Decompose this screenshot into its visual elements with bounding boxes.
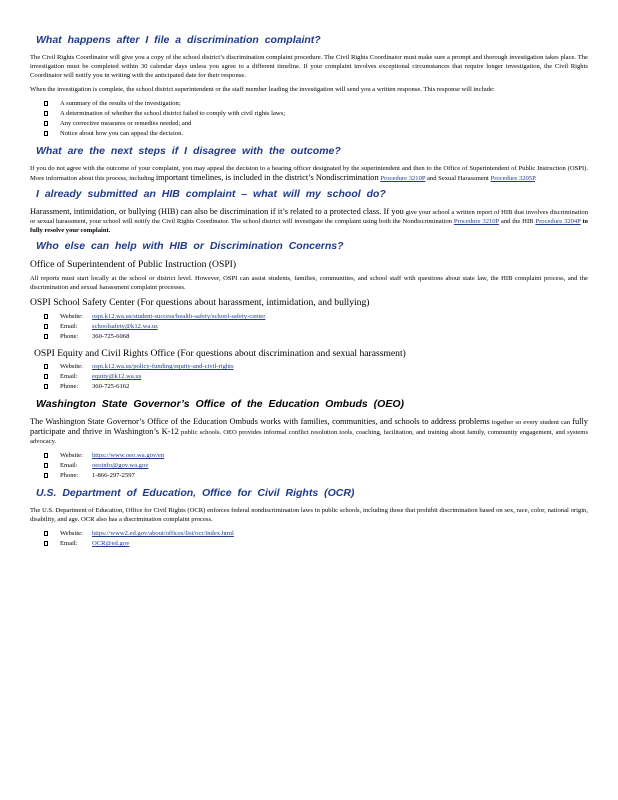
- ocr-contacts: [30, 529, 588, 549]
- school-safety-contacts: [30, 312, 588, 342]
- ospi-title: Office of Superintendent of Public Instruction (OSPI): [30, 259, 237, 270]
- checkbox-bullet-icon: [44, 473, 48, 478]
- safety-email-link[interactable]: schoolsafety@k12.wa.us: [92, 323, 158, 330]
- equity-email-link[interactable]: equity@k12.wa.us: [92, 373, 142, 380]
- heading-after-filing: What happens after I file a discrimination complaint?: [36, 34, 321, 46]
- equity-website-link[interactable]: ospi.k12.wa.us/policy-funding/equity-and-civil-rights: [92, 363, 234, 370]
- heading-hib-complaint: I already submitted an HIB complaint – what will my school do?: [36, 188, 386, 200]
- list-item: Website: ospi.k12.wa.us/policy-funding/equity-and-civil-rights: [30, 362, 588, 372]
- list-item: Website: https://www.oeo.wa.gov/en: [30, 451, 588, 461]
- checkbox-bullet-icon: [44, 531, 48, 536]
- school-safety-title: OSPI School Safety Center (For questions about harassment, intimidation, and bullying): [30, 297, 370, 308]
- checkbox-bullet-icon: [44, 541, 48, 546]
- oeo-website-link[interactable]: https://www.oeo.wa.gov/en: [92, 452, 165, 459]
- paragraph-coordinator: The Civil Rights Coordinator will give you a copy of the school district’s discrimination complaint procedure. The Civil Rights Coordinator must make sure a prompt and thorough investigation takes place. The investigation must be completed within 30 calendar days unless you agree to a different timeline. If your complaint involves exceptional circumstances that require longer investigation, the Civil Rights Coordinator will notify you in writing with the anticipated date for their response.: [30, 54, 588, 79]
- paragraph-appeal: If you do not agree with the outcome of your complaint, you may appeal the decision to a hearing officer designated by the superintendent and then to the Office of Superintendent of Public Instruction (OSPI). More information about this process, including important timelines, is included in the district’s Nondiscrimination Procedure 3210P and Sexual Harassment Procedure 3205P.: [30, 165, 588, 182]
- oeo-email-link[interactable]: oeoinfo@gov.wa.gov: [92, 462, 149, 469]
- procedure-3210p-link-2[interactable]: Procedure 3210P: [453, 218, 500, 225]
- list-item: Website: ospi.k12.wa.us/student-success/health-safety/school-safety-center: [30, 312, 588, 322]
- list-item: Phone: 1-866-297-2597: [30, 471, 588, 481]
- checkbox-bullet-icon: [44, 374, 48, 379]
- list-item: Email: OCR@ed.gov: [30, 539, 588, 549]
- paragraph-ospi: All reports must start locally at the school or district level. However, OSPI can assist students, families, communities, and school staff with questions about state law, the HIB complaint process, and the discrimination and sexual harassment complaint processes.: [30, 275, 588, 291]
- checkbox-bullet-icon: [44, 453, 48, 458]
- equity-contacts: [30, 362, 588, 392]
- checkbox-bullet-icon: [44, 131, 48, 136]
- checkbox-bullet-icon: [44, 334, 48, 339]
- checkbox-bullet-icon: [44, 384, 48, 389]
- oeo-contacts: [30, 451, 588, 481]
- paragraph-investigation-complete: When the investigation is complete, the school district superintendent or the staff member leading the investigation will send you a written response. This response will include:: [30, 86, 495, 93]
- heading-who-else: Who else can help with HIB or Discrimination Concerns?: [36, 240, 344, 252]
- heading-oeo: Washington State Governor’s Office of the Education Ombuds (OEO): [36, 398, 405, 410]
- checkbox-bullet-icon: [44, 463, 48, 468]
- list-item: Notice about how you can appeal the decision.: [30, 129, 588, 139]
- list-item: Website: https://www2.ed.gov/about/offices/list/ocr/index.html: [30, 529, 588, 539]
- checkbox-bullet-icon: [44, 314, 48, 319]
- heading-next-steps: What are the next steps if I disagree with the outcome?: [36, 145, 341, 157]
- checkbox-bullet-icon: [44, 324, 48, 329]
- list-item: Any corrective measures or remedies needed; and: [30, 119, 588, 129]
- procedure-3210p-link[interactable]: Procedure 3210P: [380, 175, 426, 182]
- document-page: [30, 34, 588, 555]
- list-item: Email: schoolsafety@k12.wa.us: [30, 322, 588, 332]
- safety-website-link[interactable]: ospi.k12.wa.us/student-success/health-safety/school-safety-center: [92, 313, 266, 320]
- equity-office-title: OSPI Equity and Civil Rights Office (For questions about discrimination and sexual harassment): [34, 348, 406, 359]
- ocr-email-link[interactable]: OCR@ed.gov: [92, 540, 130, 547]
- checkbox-bullet-icon: [44, 121, 48, 126]
- list-item: Email: equity@k12.wa.us: [30, 372, 588, 382]
- list-item: Phone: 360-725-6068: [30, 332, 588, 342]
- paragraph-oeo: The Washington State Governor’s Office of the Education Ombuds works with families, communities, and schools to address problems together so every student can fully participate and thrive in Washington’s K-12 public schools. OEO provides informal conflict resolution tools, coaching, facilitation, and training about family, community engagement, and systems advocacy.: [30, 417, 589, 445]
- checkbox-bullet-icon: [44, 364, 48, 369]
- list-item: A determination of whether the school district failed to comply with civil rights laws;: [30, 109, 588, 119]
- list-item: A summary of the results of the investigation;: [30, 99, 588, 109]
- checkbox-bullet-icon: [44, 101, 48, 106]
- list-item: Phone: 360-725-6162: [30, 382, 588, 392]
- procedure-3205p-link[interactable]: Procedure 3205P: [490, 175, 536, 182]
- procedure-3204p-link[interactable]: Procedure 3204P: [535, 218, 581, 225]
- checkbox-bullet-icon: [44, 111, 48, 116]
- response-list: [30, 99, 588, 139]
- list-item: Email: oeoinfo@gov.wa.gov: [30, 461, 588, 471]
- ocr-website-link[interactable]: https://www2.ed.gov/about/offices/list/ocr/index.html: [92, 530, 234, 537]
- heading-ocr: U.S. Department of Education, Office for Civil Rights (OCR): [36, 487, 355, 499]
- paragraph-ocr: The U.S. Department of Education, Office for Civil Rights (OCR) enforces federal nondiscrimination laws in public schools, including those that prohibit discrimination based on sex, race, color, national origin, disability, and age. OCR also has a discrimination complaint process.: [30, 507, 588, 523]
- paragraph-hib: Harassment, intimidation, or bullying (HIB) can also be discrimination if it’s related to a protected class. If you give your school a written report of HIB that involves discrimination or sexual harassment, your school will notify the Civil Rights Coordinator. The school district will investigate the complaint using both the Nondiscrimination Procedure 3210P and the HIB Procedure 3204P to fully resolve your complaint.: [30, 207, 588, 234]
